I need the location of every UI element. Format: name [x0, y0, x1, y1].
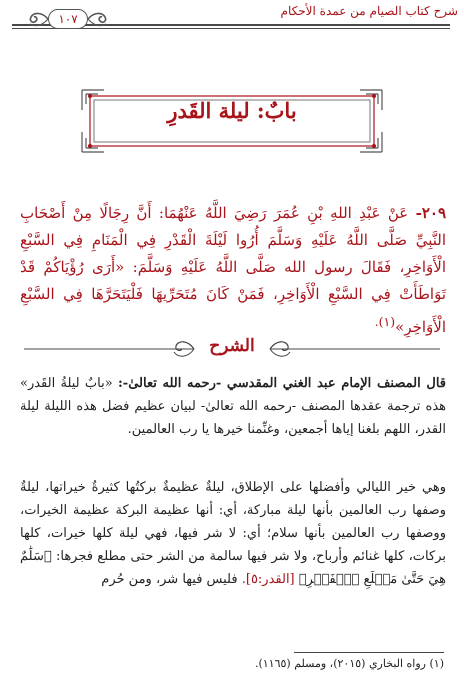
paragraph-1-text: هذه ترجمة عقدها المصنف -رحمه الله تعالىٰ- لبيان عظيم فضل هذه الليلة ليلة القدر، اللهم بلغنا إياها أجمعين، وغنِّمنا خيرها يا رب العالمين.	[20, 399, 446, 437]
right-flourish-icon	[86, 8, 110, 30]
running-header-title: شرح كتاب الصيام من عمدة الأحكام	[280, 4, 458, 18]
chapter-title-frame	[80, 88, 384, 154]
hadith-text: عَنْ عَبْدِ اللهِ بْنِ عُمَرَ رَضِيَ اللَّهُ عَنْهُمَا: أَنَّ رِجَالًا مِنْ أَصْحَابِ النَّبِيِّ صَلَّى اللَّهُ عَلَيْهِ وَسَلَّمَ أُرُوا لَيْلَةَ الْقَدْرِ فِي الْمَنَامِ فِي السَّبْعِ الْأَوَاخِرِ، فَقَالَ رسول الله صَلَّى اللَّهُ عَلَيْهِ وَسَلَّمَ: «أَرَى رُؤْيَاكُمْ قَدْ تَوَاطَأَتْ فِي السَّبْعِ الْأَوَاخِرِ، فَمَنْ كَانَ مُتَحَرِّيهَا فَلْيَتَحَرَّهَا فِي السَّبْعِ الْأَوَاخِرِ»	[20, 204, 446, 336]
hadith-text-block	[20, 200, 446, 341]
page-number-ornament	[26, 6, 106, 32]
verse-reference: [القدر:٥].	[241, 572, 295, 587]
paragraph-2-end: فليس فيها شر، ومن حُرم	[101, 572, 238, 587]
sharh-heading: الشرح	[209, 336, 255, 356]
commentary-paragraph-2	[20, 476, 446, 591]
footnote: (١) رواه البخاري (٢٠١٥)، ومسلم (١١٦٥).	[254, 657, 444, 670]
author-attribution: قال المصنف الإمام عبد الغني المقدسي -رحمه الله تعالىٰ-:	[118, 376, 446, 391]
paragraph-2-text: وهي خير الليالي وأفضلها على الإطلاق، ليلةٌ عظيمةٌ بركتُها كثيرةٌ خيراتها، ليلةٌ وصفها رب العالمين بأنها ليلة مباركة، أي: أنها عظيمة البركة عظيمة الخيرات، ووصفها رب العالمين بأنها سلام؛ أي: لا شر فيها، فهي ليلة كلها خيرات، كلها بركات، كلها غنائم وأرباح، ولا شر فيها سالمة من الشر حتى مطلع فجرها:	[20, 480, 446, 564]
footnote-reference: (١).	[374, 314, 396, 329]
commentary-paragraph-1	[20, 372, 446, 441]
footnote-rule	[294, 652, 444, 653]
sharh-divider	[0, 336, 464, 362]
hadith-number: ٢٠٩-	[415, 204, 446, 222]
chapter-quote: «بابٌ ليلةُ القَدر»	[20, 376, 113, 391]
left-flourish-icon	[26, 8, 50, 30]
quran-verse: ﴿سَلَٰمٌ هِيَ حَتَّىٰ مَطۡلَعِ ٱلۡفَجۡرِ﴾	[20, 549, 446, 587]
chapter-title: بابٌ: ليلة القَدرِ	[167, 98, 297, 123]
page-number: ١٠٧	[48, 9, 88, 29]
